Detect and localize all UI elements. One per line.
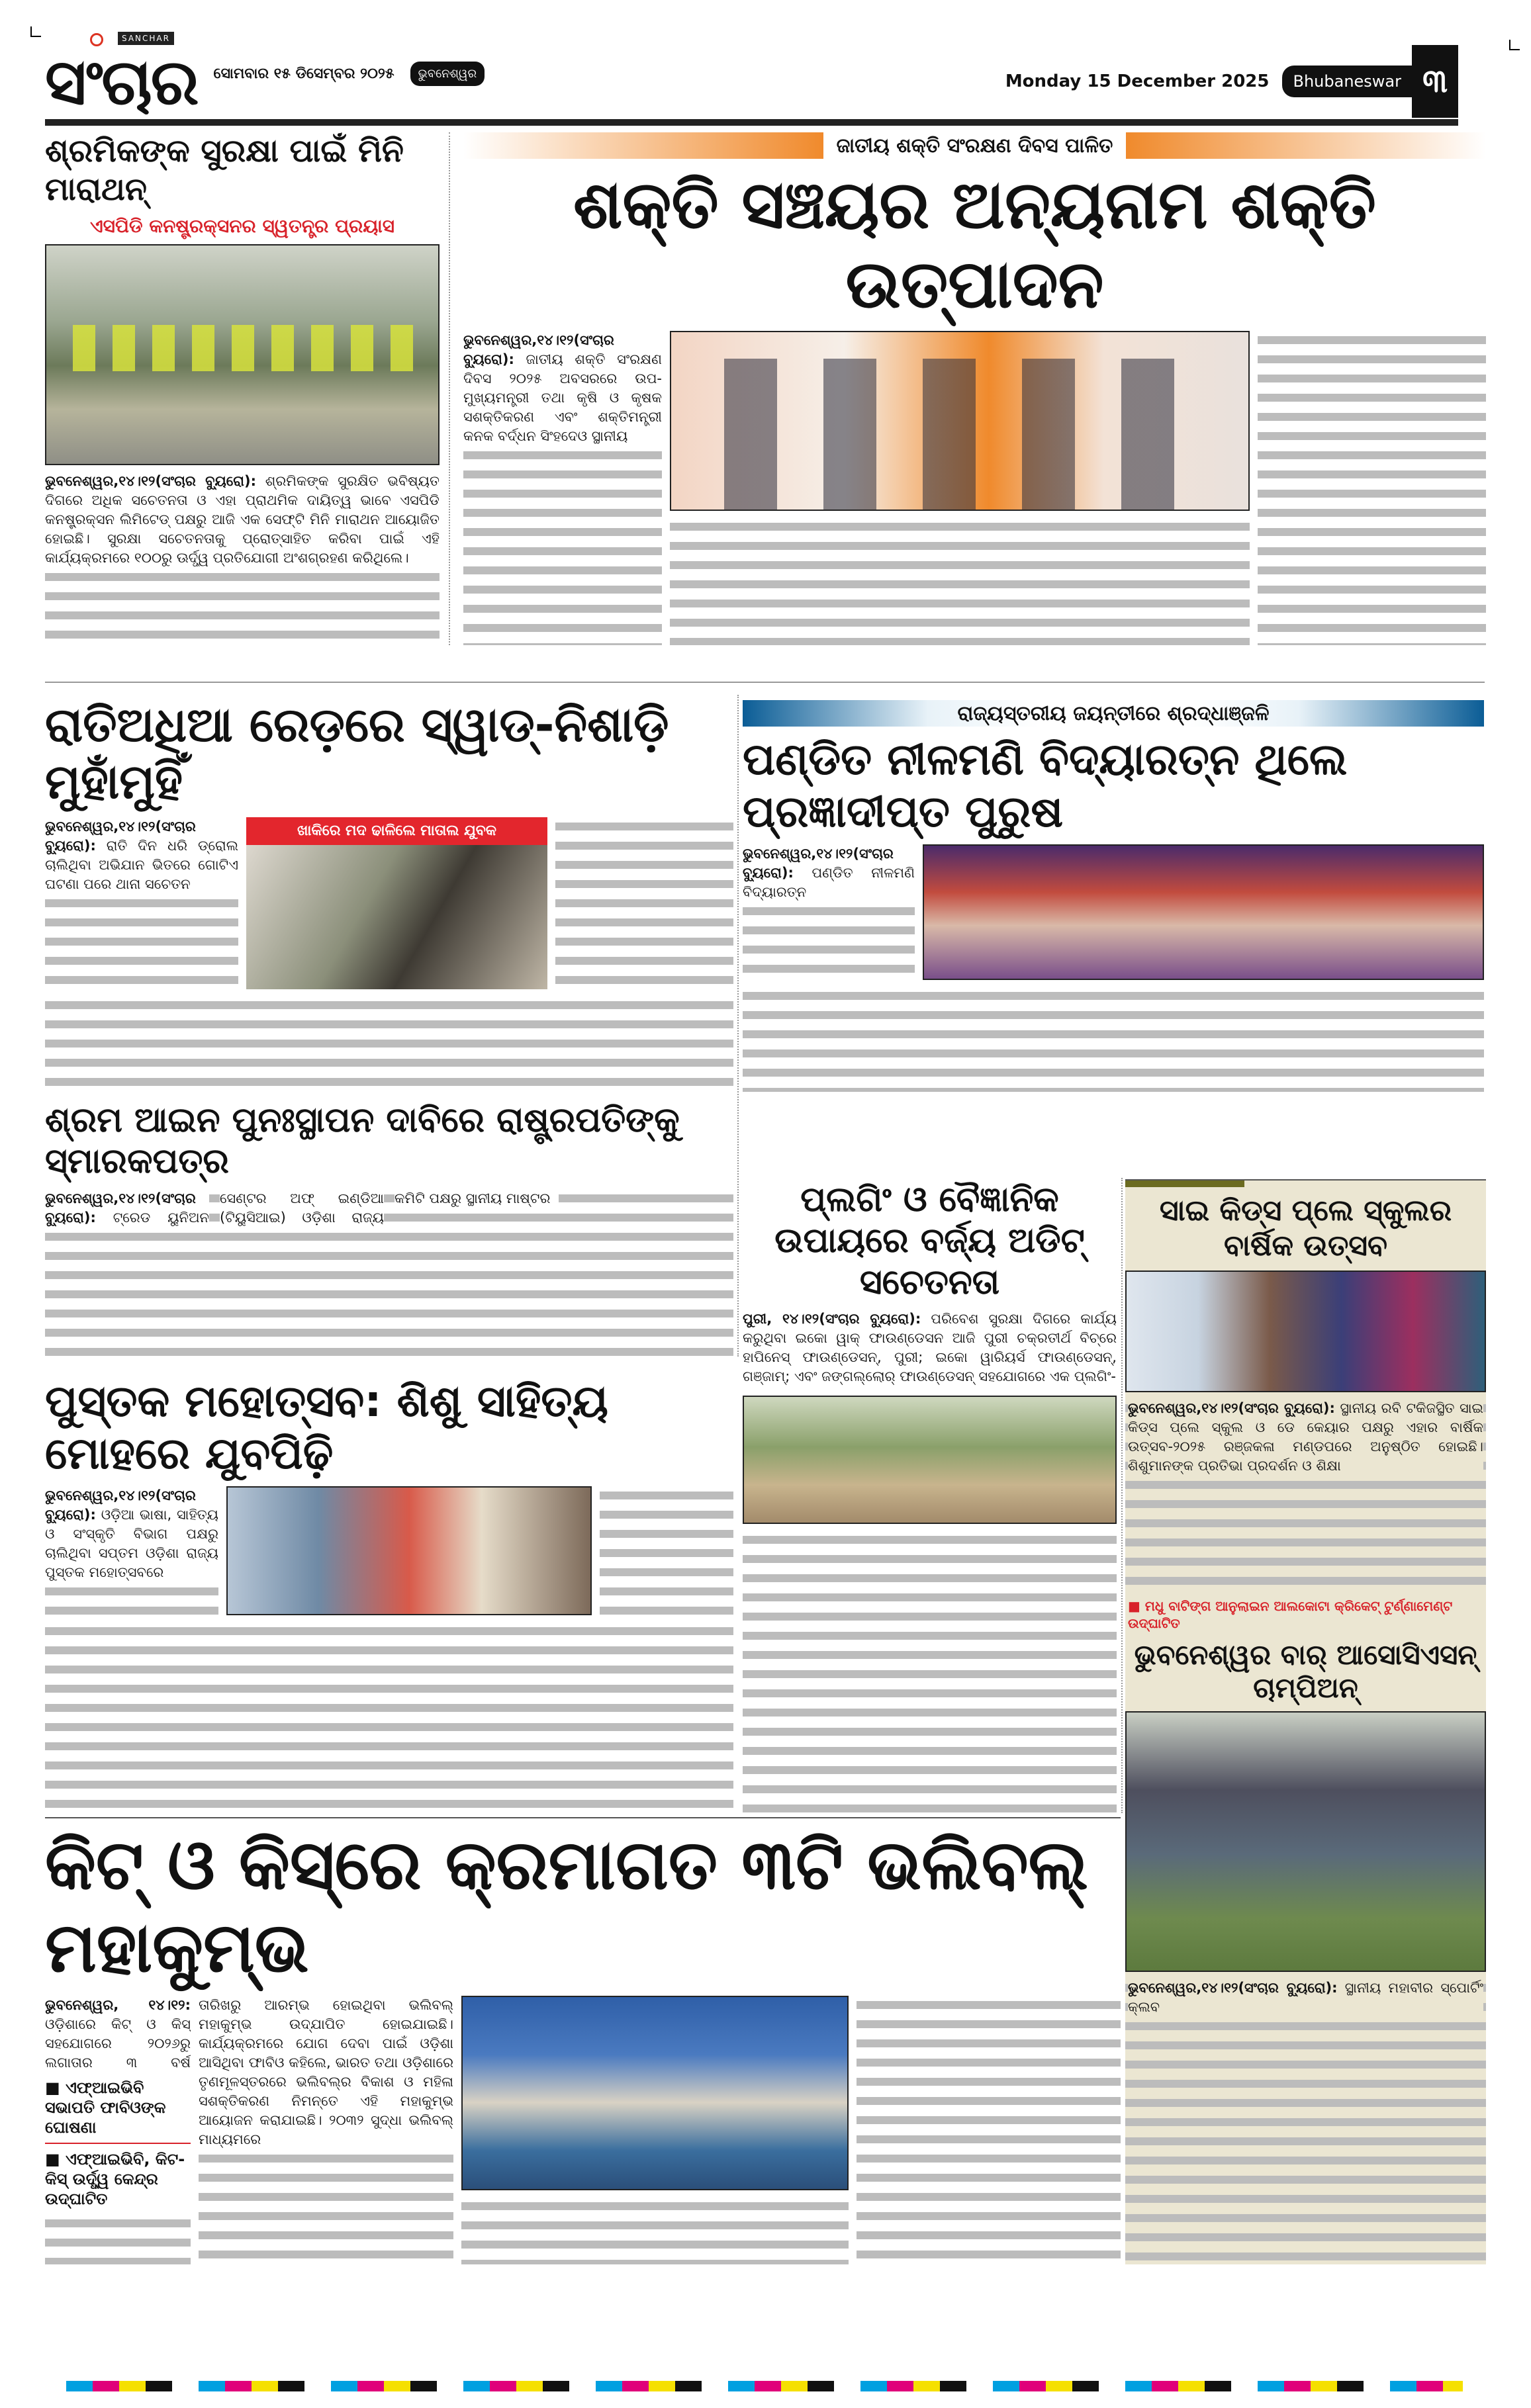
marathon-photo	[45, 244, 440, 465]
lead-text: ରାତି ଦିନ ଧରି ଡ୍ରୋଲ ଚାଲିଥିବା ଅଭିଯାନ ଭିତରେ ଗୋଟିଏ ଘଟଣା ପରେ ଥାନା ସଚେତନ	[45, 837, 238, 892]
dateline: ଭୁବନେଶ୍ୱର, ୧୪।୧୨:	[45, 1996, 191, 2013]
article-body	[1125, 1979, 1486, 2264]
kicker-gradient-right	[1126, 132, 1486, 159]
lead-text: ଶ୍ରମିକଙ୍କ ସୁରକ୍ଷିତ ଭବିଷ୍ୟତ ଦିଗରେ ଅଧିକ ସଚେତନତା ଓ ଏହା ପ୍ରାଥମିକ ଦାୟିତ୍ୱ ଭାବେ ଏସପିଡି କନଷ୍ଟ୍ରକ୍ସନ ଲିମିଟେଡ୍ ପକ୍ଷରୁ ଆଜି ଏକ ସେଫ୍ଟି ମିନି ମାରାଥନ ଆୟୋଜିତ ହୋଇଛି। ସୁରକ୍ଷା ସଚେତନତାକୁ ପ୍ରୋତ୍ସାହିତ କରିବା ପାଇଁ ଏହି କାର୍ଯ୍ୟକ୍ରମରେ ୧୦୦ରୁ ଊର୍ଦ୍ଧ୍ୱ ପ୍ରତିଯୋଗୀ ଅଂଶଗ୍ରହଣ କରିଥିଲେ।	[45, 473, 440, 566]
book-top-row	[45, 1486, 733, 1615]
sidebar-box	[1125, 1179, 1486, 2264]
lead-text: ଓଡ଼ିଶାରେ କିଟ୍ ଓ କିସ୍ ସହଯୋଗରେ ୨୦୨୬ରୁ ଲଗାତାର ୩ ବର୍ଷ	[45, 2016, 191, 2071]
lead-text: ପରିବେଶ ସୁରକ୍ଷା ଦିଗରେ କାର୍ଯ୍ୟ କରୁଥିବା ଇକୋ ୱାକ୍ ଫାଉଣ୍ଡେସନ ଆଜି ପୁରୀ ଚକ୍ରତୀର୍ଥ ବିଚ୍‌ରେ ହାପିନେସ୍ ଫାଉଣ୍ଡେସନ୍, ପୁରୀ; ଇକୋ ୱାରିୟର୍ସ ଫାଉଣ୍ଡେସନ୍, ଗଞ୍ଜାମ୍; ଏବଂ ଜଙ୍ଗଲ୍‌ଲୋର୍ ଫାଉଣ୍ଡେସନ୍ ସହଯୋଗରେ ଏକ ପ୍ଲଗିଂ-	[743, 1311, 1117, 1385]
ceremony-photo	[670, 331, 1250, 511]
headline: ଶ୍ରମ ଆଇନ ପୁନଃସ୍ଥାପନ ଦାବିରେ ରାଷ୍ଟ୍ରପତିଙ୍କୁ ସ୍ମାରକପତ୍ର	[45, 1100, 680, 1182]
article-body-cont	[743, 1531, 1117, 1813]
article-body-cont	[461, 2197, 849, 2264]
newspaper-logo: ସଂଚାର	[45, 45, 198, 119]
kicker-text: ମଧୁ ବାଟିଙ୍ଗ ଆନୁଲାଇନ ଆଲକୋଟା କ୍ରିକେଟ୍ ଟୁର୍ଣ୍ଣାମେଣ୍ଟ ଉଦ୍‌ଘାଟିତ	[1128, 1597, 1453, 1631]
kicker-bar	[743, 700, 1484, 727]
lead-text: ପଣ୍ଡିତ ନୀଳମଣି ବିଦ୍ୟାରତ୍ନ	[743, 865, 915, 901]
crop-mark	[30, 26, 41, 37]
article-body-cont	[670, 517, 1250, 645]
kicker-bar	[463, 132, 1486, 159]
kicker-gradient-left	[463, 132, 823, 159]
dateline: ଭୁବନେଶ୍ୱର,୧୪।୧୨(ସଂଚାର ବ୍ୟୁରୋ):	[45, 818, 196, 854]
headline: ଶକ୍ତି ସଞ୍ଚୟର ଅନ୍ୟନାମ ଶକ୍ତି ଉତ୍ପାଦନ	[573, 166, 1376, 323]
headline: ପଣ୍ଡିତ ନୀଳମଣି ବିଦ୍ୟାରତ୍ନ ଥିଲେ ପ୍ରଜ୍ଞାଦୀପ୍ତ ପୁରୁଷ	[743, 734, 1348, 838]
article-body-cont	[45, 2214, 191, 2264]
section-divider	[45, 682, 1485, 683]
masthead-rule	[45, 119, 1458, 126]
energy-middle-column	[670, 331, 1250, 645]
article-waste	[743, 1179, 1117, 1813]
school-event-photo	[1125, 1271, 1486, 1392]
article-labour	[45, 1100, 733, 1357]
logo-dot	[90, 33, 103, 46]
article-body-cont	[600, 1486, 733, 1615]
masthead-left	[45, 32, 485, 119]
page-number: ୩	[1412, 45, 1458, 118]
dateline: ପୁରୀ, ୧୪।୧୨(ସଂଚାର ବ୍ୟୁରୋ):	[743, 1311, 921, 1327]
english-city-badge: Bhubaneswar	[1282, 66, 1412, 97]
masthead-right	[1005, 45, 1458, 118]
highlight-bullet: ■ ଏଫ୍‌ଆଇଭିବି, କିଟ-କିସ୍ ଉର୍ଦ୍ଧ୍ୱ କେନ୍ଦ୍ର ଉଦ୍‌ଘାଟିତ	[45, 2149, 191, 2209]
headline: ପ୍ଲଗିଂ ଓ ବୈଜ୍ଞାନିକ ଉପାୟରେ ବର୍ଜ୍ୟ ଅଡିଟ୍ ସଚେତନତା	[774, 1180, 1085, 1302]
article-book-fest	[45, 1375, 733, 1813]
article-body	[45, 472, 440, 645]
english-date: Monday 15 December 2025	[1005, 71, 1270, 91]
sidebar-accent	[1125, 1181, 1244, 1187]
article-body-cont	[45, 1622, 733, 1813]
odia-city-badge: ଭୁବନେଶ୍ୱର	[410, 62, 485, 86]
photo-label: ଖାକିରେ ମଦ ଢାଳିଲେ ମାତାଲ ଯୁବକ	[246, 817, 547, 845]
raid-photo	[246, 845, 547, 989]
dateline: ଭୁବନେଶ୍ୱର,୧୪।୧୨(ସଂଚାର ବ୍ୟୁରୋ):	[45, 1190, 196, 1226]
lead-text: ଜାତୀୟ ଶକ୍ତି ସଂରକ୍ଷଣ ଦିବସ ୨୦୨୫ ଅବସରରେ ଉପ-ମୁଖ୍ୟମନ୍ତ୍ରୀ ତଥା କୃଷି ଓ କୃଷକ ସଶକ୍ତିକରଣ ଏବଂ ଶକ୍ତିମନ୍ତ୍ରୀ କନକ ବର୍ଦ୍ଧନ ସିଂହଦେଓ ସ୍ଥାନୀୟ	[463, 351, 662, 444]
article-body-cont	[743, 987, 1484, 1092]
kicker: ଜାତୀୟ ଶକ୍ତି ସଂରକ୍ଷଣ ଦିବସ ପାଳିତ	[836, 134, 1113, 157]
article-body	[743, 1310, 1117, 1389]
raid-photo-block	[246, 817, 547, 989]
book-stall-photo	[226, 1486, 592, 1615]
lead-text: ଓଡ଼ିଆ ଭାଷା, ସାହିତ୍ୟ ଓ ସଂସ୍କୃତି ବିଭାଗ ପକ୍ଷରୁ ଚାଲିଥିବା ସପ୍ତମ ଓଡ଼ିଶା ରାଜ୍ୟ ପୁସ୍ତକ ମହୋତ୍ସବରେ	[45, 1507, 218, 1581]
dateline: ଭୁବନେଶ୍ୱର,୧୪।୧୨(ସଂଚାର ବ୍ୟୁରୋ):	[743, 846, 894, 881]
logo-block	[45, 32, 198, 119]
headline: ରାତିଅଧିଆ ରେଡ଼ରେ ସ୍ୱାଡ୍-ନିଶାଡ଼ି ମୁହାଁମୁହିଁ	[45, 697, 669, 810]
article-body-col2	[199, 1996, 453, 2264]
article-body	[45, 1486, 218, 1615]
volleyball-body-row	[45, 1996, 1121, 2264]
dateline: ଭୁବନେଶ୍ୱର,୧୪।୧୨(ସଂଚାର ବ୍ୟୁରୋ):	[1128, 1400, 1335, 1416]
raid-top-row	[45, 817, 733, 989]
article-marathon	[45, 132, 440, 645]
article-body-cont	[1258, 331, 1486, 645]
jayanti-photo	[923, 844, 1484, 980]
city-page-group	[1282, 45, 1458, 118]
column-divider	[1121, 1178, 1123, 1813]
lead-text: ସ୍ଥାନୀୟ ମହାବୀର ସ୍ପୋର୍ଟିଂ କ୍ଲବ	[1128, 1980, 1483, 2016]
runners-vests	[73, 325, 417, 371]
highlight-bullet: ■ ଏଫ୍‌ଆଇଭିବି ସଭାପତି ଫାବିଓଙ୍କ ଘୋଷଣା	[45, 2078, 191, 2137]
kicker: ■ ମଧୁ ବାଟିଙ୍ଗ ଆନୁଲାଇନ ଆଲକୋଟା କ୍ରିକେଟ୍ ଟୁର୍ଣ୍ଣାମେଣ୍ଟ ଉଦ୍‌ଘାଟିତ	[1128, 1597, 1453, 1631]
lead-text: ସ୍ଥାନୀୟ ରବି ଟକିଜସ୍ଥିତ ସାଇ କିଡ୍ସ ପ୍ଲେ ସ୍କୁଲ ଓ ଡେ କେୟାର ପକ୍ଷରୁ ଏହାର ବାର୍ଷିକ ଉତ୍ସବ-୨୦୨୫ ରଞ୍ଜକଳା ମଣ୍ଡପରେ ଅନୁଷ୍ଠିତ ହୋଇଛି। ଶିଶୁମାନଙ୍କ ପ୍ରତିଭା ପ୍ରଦର୍ଶନ ଓ ଶିକ୍ଷା	[1128, 1400, 1483, 1474]
headline: ସାଇ କିଡ୍ସ ପ୍ଲେ ସ୍କୁଲର ବାର୍ଷିକ ଉତ୍ସବ	[1159, 1194, 1452, 1263]
dateline: ଭୁବନେଶ୍ୱର,୧୪।୧୨(ସଂଚାର ବ୍ୟୁରୋ):	[463, 332, 614, 367]
crop-mark	[1509, 40, 1520, 50]
print-color-bar	[66, 2381, 1463, 2391]
subhead: ଏସପିଡି କନଷ୍ଟ୍ରକ୍ସନର ସ୍ୱତନ୍ତ୍ର ପ୍ରୟାସ	[90, 215, 394, 238]
dateline: ଭୁବନେଶ୍ୱର,୧୪।୧୨(ସଂଚାର ବ୍ୟୁରୋ):	[45, 473, 256, 490]
article-energy	[463, 132, 1486, 645]
dateline: ଭୁବନେଶ୍ୱର,୧୪।୧୨(ସଂଚାର ବ୍ୟୁରୋ):	[1128, 1980, 1338, 1996]
odia-date: ସୋମବାର ୧୫ ଡିସେମ୍ବର ୨୦୨୫	[213, 65, 394, 82]
headline: ଶ୍ରମିକଙ୍କ ସୁରକ୍ଷା ପାଇଁ ମିନି ମାରାଥନ୍	[45, 132, 404, 208]
article-volleyball	[45, 1824, 1121, 2264]
article-body-cont	[555, 817, 733, 989]
energy-body-row	[463, 331, 1486, 645]
bullet-divider	[45, 2143, 191, 2144]
article-nilamani	[743, 700, 1484, 1092]
article-body	[463, 331, 662, 645]
column-divider	[449, 132, 450, 645]
kicker: ରାଜ୍ୟସ୍ତରୀୟ ଜୟନ୍ତୀରେ ଶ୍ରଦ୍ଧାଞ୍ଜଳି	[957, 701, 1270, 725]
article-body-cont	[45, 996, 733, 1092]
headline: ଭୁବନେଶ୍ୱର ବାର୍ ଆସୋସିଏସନ୍ ଚାମ୍ପିଅନ୍	[1134, 1638, 1477, 1704]
headline: କିଟ୍ ଓ କିସ୍‌ରେ କ୍ରମାଗତ ୩ଟି ଭଲିବଲ୍ ମହାକୁମ୍ଭ	[45, 1824, 1088, 1988]
dateline: ଭୁବନେଶ୍ୱର,୧୪।୧୨(ସଂଚାର ବ୍ୟୁରୋ):	[45, 1488, 196, 1523]
column-divider	[737, 695, 739, 1357]
headline: ପୁସ୍ତକ ମହୋତ୍ସବ: ଶିଶୁ ସାହିତ୍ୟ ମୋହରେ ଯୁବପିଢ଼ି	[45, 1376, 608, 1480]
nilamani-top-row	[743, 844, 1484, 980]
lead-block	[45, 1996, 191, 2073]
article-body	[1125, 1399, 1486, 1591]
volleyball-photo	[461, 1996, 849, 2190]
article-raid	[45, 696, 733, 1092]
article-body	[45, 817, 238, 989]
article-body	[45, 1189, 733, 1357]
trophy-team-photo	[1125, 1711, 1486, 1972]
article-body-cont	[857, 1996, 1121, 2264]
cleanup-photo	[743, 1396, 1117, 1524]
logo-tag: SANCHAR	[118, 32, 174, 45]
lead-text: ଟ୍ରେଡ ୟୁନିଅନ ସେଣ୍ଟର ଅଫ୍ ଇଣ୍ଡିଆ (ଟିୟୁସିଆଇ) ଓଡ଼ିଶା ରାଜ୍ୟ କମିଟି ପକ୍ଷରୁ ସ୍ଥାନୀୟ ମାଷ୍ଟର	[113, 1190, 551, 1226]
volleyball-photo-column	[461, 1996, 849, 2264]
section-divider	[45, 1817, 1121, 1818]
article-body	[45, 1996, 191, 2264]
article-body	[743, 844, 915, 980]
lead-text: ତାରିଖରୁ ଆରମ୍ଭ ହୋଇଥିବା ଭଲିବଲ୍ ମହାକୁମ୍ଭ ଉଦ୍‌ଯାପିତ ହୋଇଯାଇଛି। କାର୍ଯ୍ୟକ୍ରମରେ ଯୋଗ ଦେବା ପାଇଁ ଓଡ଼ିଶା ଆସିଥିବା ଫାବିଓ କହିଲେ, ଭାରତ ତଥା ଓଡ଼ିଶାରେ ତୃଣମୂଳସ୍ତରରେ ଭଲିବଲ୍‌ର ବିକାଶ ଓ ମହିଳା ସଶକ୍ତିକରଣ ନିମନ୍ତେ ଏହି ମହାକୁମ୍ଭ ଆୟୋଜନ କରାଯାଇଛି। ୨୦୩୨ ସୁଦ୍ଧା ଭଲିବଲ୍ ମାଧ୍ୟମରେ	[199, 1996, 453, 2152]
people-silhouettes	[724, 359, 1201, 510]
